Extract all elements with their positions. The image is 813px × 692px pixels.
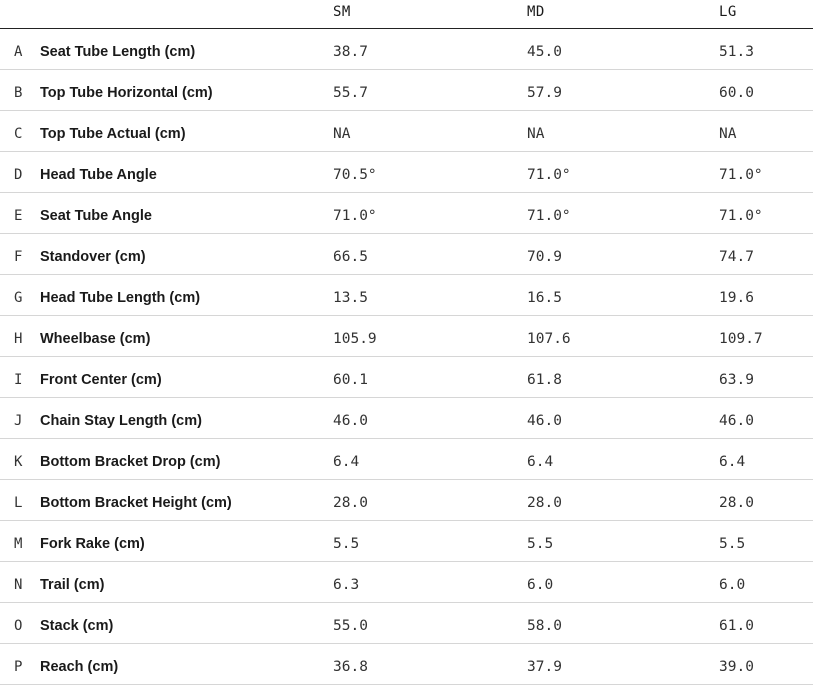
value-lg: 28.0 <box>719 495 754 511</box>
table-header-row <box>0 0 813 29</box>
value-sm: 55.7 <box>333 85 368 101</box>
row-letter: C <box>14 126 23 142</box>
row-label: Top Tube Actual (cm) <box>40 126 186 142</box>
value-lg: 71.0° <box>719 167 763 183</box>
value-sm: 38.7 <box>333 44 368 60</box>
value-sm: 105.9 <box>333 331 377 347</box>
value-lg: 46.0 <box>719 413 754 429</box>
value-lg: NA <box>719 126 737 142</box>
value-lg: 109.7 <box>719 331 763 347</box>
row-letter: K <box>14 454 23 470</box>
table-row <box>0 275 813 316</box>
table-row <box>0 562 813 603</box>
value-md: 46.0 <box>527 413 562 429</box>
value-sm: 70.5° <box>333 167 377 183</box>
value-lg: 6.0 <box>719 577 746 593</box>
row-label: Seat Tube Angle <box>40 208 152 224</box>
row-letter: E <box>14 208 23 224</box>
value-md: 6.0 <box>527 577 554 593</box>
value-md: NA <box>527 126 545 142</box>
row-label: Head Tube Angle <box>40 167 157 183</box>
row-letter: L <box>14 495 23 511</box>
value-md: 45.0 <box>527 44 562 60</box>
row-letter: O <box>14 618 23 634</box>
row-label: Bottom Bracket Drop (cm) <box>40 454 221 470</box>
value-sm: 46.0 <box>333 413 368 429</box>
value-md: 37.9 <box>527 659 562 675</box>
value-sm: 13.5 <box>333 290 368 306</box>
table-row <box>0 521 813 562</box>
value-md: 107.6 <box>527 331 571 347</box>
row-letter: I <box>14 372 23 388</box>
row-letter: N <box>14 577 23 593</box>
row-label: Top Tube Horizontal (cm) <box>40 85 213 101</box>
row-label: Trail (cm) <box>40 577 105 593</box>
value-sm: 6.3 <box>333 577 360 593</box>
row-label: Front Center (cm) <box>40 372 162 388</box>
value-sm: 60.1 <box>333 372 368 388</box>
value-sm: 71.0° <box>333 208 377 224</box>
table-row <box>0 603 813 644</box>
row-label: Wheelbase (cm) <box>40 331 151 347</box>
row-letter: P <box>14 659 23 675</box>
row-label: Seat Tube Length (cm) <box>40 44 196 60</box>
value-md: 71.0° <box>527 208 571 224</box>
row-label: Standover (cm) <box>40 249 146 265</box>
value-lg: 51.3 <box>719 44 754 60</box>
value-sm: NA <box>333 126 351 142</box>
value-lg: 60.0 <box>719 85 754 101</box>
column-header-sm: SM <box>333 4 351 20</box>
table-row <box>0 111 813 152</box>
value-lg: 61.0 <box>719 618 754 634</box>
value-sm: 28.0 <box>333 495 368 511</box>
value-md: 61.8 <box>527 372 562 388</box>
table-row <box>0 29 813 70</box>
value-sm: 6.4 <box>333 454 360 470</box>
row-letter: B <box>14 85 23 101</box>
table-row <box>0 193 813 234</box>
value-sm: 55.0 <box>333 618 368 634</box>
value-md: 6.4 <box>527 454 554 470</box>
value-lg: 19.6 <box>719 290 754 306</box>
value-lg: 71.0° <box>719 208 763 224</box>
value-md: 58.0 <box>527 618 562 634</box>
row-label: Stack (cm) <box>40 618 114 634</box>
row-letter: F <box>14 249 23 265</box>
row-label: Fork Rake (cm) <box>40 536 145 552</box>
row-label: Head Tube Length (cm) <box>40 290 201 306</box>
column-header-md: MD <box>527 4 545 20</box>
value-sm: 5.5 <box>333 536 360 552</box>
table-row <box>0 357 813 398</box>
value-md: 57.9 <box>527 85 562 101</box>
value-md: 71.0° <box>527 167 571 183</box>
value-md: 16.5 <box>527 290 562 306</box>
row-letter: D <box>14 167 23 183</box>
row-letter: M <box>14 536 23 552</box>
table-row <box>0 644 813 685</box>
column-header-lg: LG <box>719 4 737 20</box>
value-sm: 66.5 <box>333 249 368 265</box>
table-row <box>0 398 813 439</box>
table-row <box>0 439 813 480</box>
value-lg: 39.0 <box>719 659 754 675</box>
row-letter: J <box>14 413 23 429</box>
table-body <box>0 29 813 685</box>
value-lg: 74.7 <box>719 249 754 265</box>
value-md: 28.0 <box>527 495 562 511</box>
value-lg: 63.9 <box>719 372 754 388</box>
table-row <box>0 480 813 521</box>
row-label: Chain Stay Length (cm) <box>40 413 202 429</box>
value-sm: 36.8 <box>333 659 368 675</box>
row-letter: H <box>14 331 23 347</box>
table-row <box>0 316 813 357</box>
table-row <box>0 152 813 193</box>
row-label: Bottom Bracket Height (cm) <box>40 495 232 511</box>
row-label: Reach (cm) <box>40 659 119 675</box>
value-lg: 5.5 <box>719 536 746 552</box>
table-row <box>0 70 813 111</box>
row-letter: G <box>14 290 23 306</box>
value-md: 70.9 <box>527 249 562 265</box>
value-md: 5.5 <box>527 536 554 552</box>
value-lg: 6.4 <box>719 454 746 470</box>
row-letter: A <box>14 44 23 60</box>
table-row <box>0 234 813 275</box>
